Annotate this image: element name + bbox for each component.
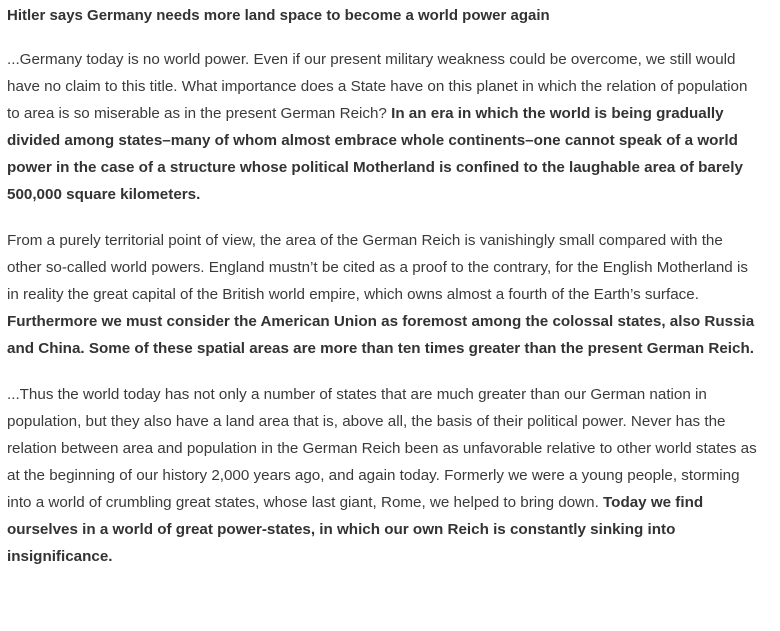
paragraph-1-emphasis: In an era in which the world is being gradually divided among states–many of whom almost embrace whole continents–one cannot speak of a world power in the case of a structure whose political Motherland is confined to the laughable area of barely 500,000 square kilometers. bbox=[7, 105, 743, 203]
paragraph-1 bbox=[7, 46, 760, 208]
paragraph-2 bbox=[7, 227, 760, 362]
paragraph-2-emphasis: Furthermore we must consider the American Union as foremost among the colossal states, also Russia and China. Some of these spatial areas are more than ten times greater than the present German Reich. bbox=[7, 313, 755, 357]
article-title: Hitler says Germany needs more land space to become a world power again bbox=[7, 7, 550, 24]
paragraph-2-text: From a purely territorial point of view, the area of the German Reich is vanishingly small compared with the other so-called world powers. England mustn’t be cited as a proof to the contrary, for the English Motherland is in reality the great capital of the British world empire, which owns almost a fourth of the Earth’s surface. bbox=[7, 232, 748, 303]
paragraph-3-text: ...Thus the world today has not only a number of states that are much greater than our German nation in population, but they also have a land area that is, above all, the basis of their political power. Never has the relation between area and population in the German Reich been as unfavorable relative to other world states as at the beginning of our history 2,000 years ago, and again today. Formerly we were a young people, storming into a world of crumbling great states, whose last giant, Rome, we helped to bring down. bbox=[7, 386, 757, 511]
paragraph-3-emphasis: Today we find ourselves in a world of great power-states, in which our own Reich is constantly sinking into insignificance. bbox=[7, 494, 704, 565]
paragraph-1-text: ...Germany today is no world power. Even if our present military weakness could be overcome, we still would have no claim to this title. What importance does a State have on this planet in which the relation of population to area is so miserable as in the present German Reich? bbox=[7, 51, 748, 122]
paragraph-3 bbox=[7, 381, 760, 570]
